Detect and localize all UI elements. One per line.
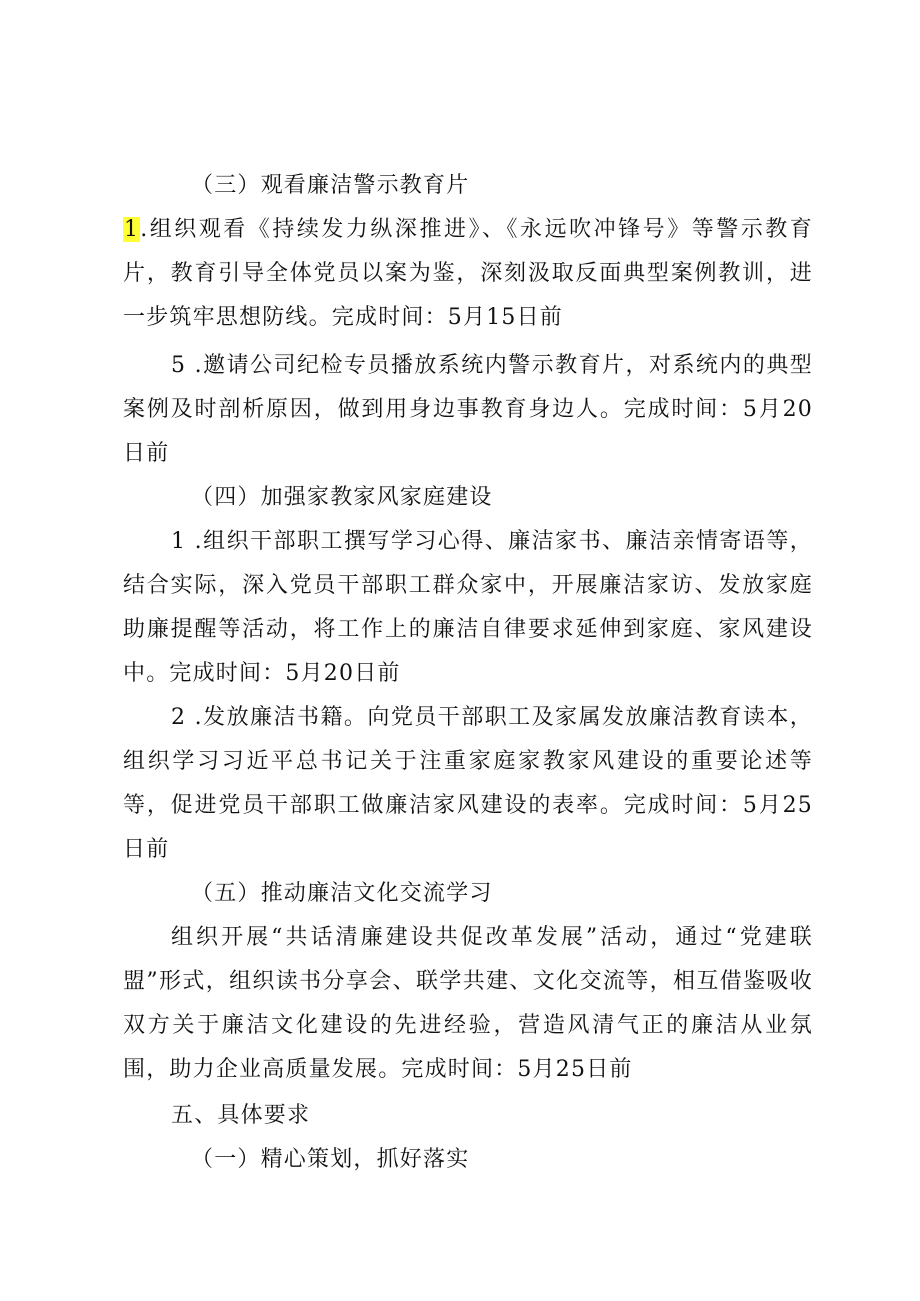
section-heading-3: （三）观看廉洁警示教育片 xyxy=(191,173,470,198)
section4-item-2: 2 .发放廉洁书籍。向党员干部职工及家属发放廉洁教育读本，组织学习习近平总书记关于注重家庭家教家风建设的重要论述等等，促进党员干部职工做廉洁家风建设的表率。完成时间：5月25日前 xyxy=(123,705,813,862)
part5-sub-heading-1: （一）精心策划，抓好落实 xyxy=(191,1147,470,1172)
section4-item-1: 1 .组织干部职工撰写学习心得、廉洁家书、廉洁亲情寄语等，结合实际，深入党员干部职工群众家中，开展廉洁家访、发放家庭助廉提醒等活动，将工作上的廉洁自律要求延伸到家庭、家风建设中。完成时间：5月20日前 xyxy=(123,529,813,686)
highlighted-number: 1 xyxy=(124,217,140,242)
section3-item-1 xyxy=(123,208,813,340)
section3-item-1-text: .组织观看《持续发力纵深推进》、《永远吹冲锋号》等警示教育片，教育引导全体党员以案为鉴，深刻汲取反面典型案例教训，进一步筑牢思想防线。完成时间：5月15日前 xyxy=(123,217,813,330)
part5-heading: 五、具体要求 xyxy=(171,1103,311,1128)
section-heading-4: （四）加强家教家风家庭建设 xyxy=(191,485,493,510)
document-body xyxy=(123,164,813,1182)
section3-item-2: 5 .邀请公司纪检专员播放系统内警示教育片，对系统内的典型案例及时剖析原因，做到用身边事教育身边人。完成时间：5月20日前 xyxy=(123,353,813,466)
section-heading-5: （五）推动廉洁文化交流学习 xyxy=(191,881,493,906)
section5-paragraph: 组织开展“共话清廉建设共促改革发展”活动，通过“党建联盟”形式，组织读书分享会、联学共建、文化交流等，相互借鉴吸收双方关于廉洁文化建设的先进经验，营造风清气正的廉洁从业氛围，助力企业高质量发展。完成时间：5月25日前 xyxy=(123,925,813,1082)
